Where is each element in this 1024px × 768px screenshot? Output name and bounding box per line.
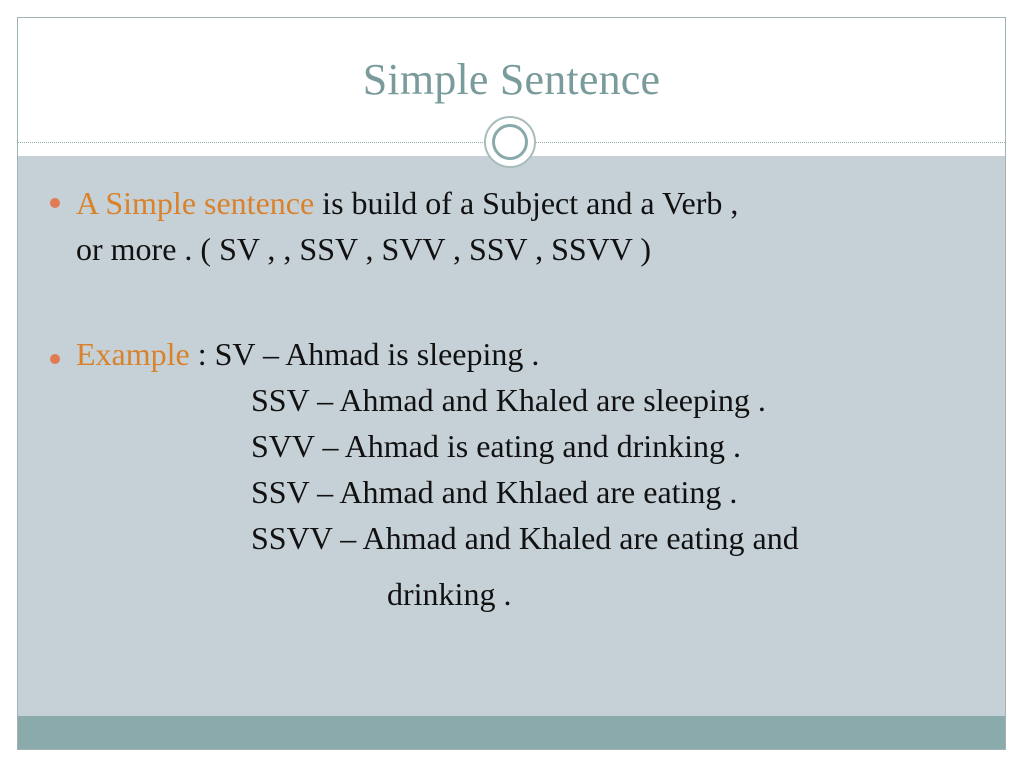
example-line-ssv-2: SSV – Ahmad and Khlaed are eating . [251, 474, 738, 510]
example-highlight: Example [76, 336, 190, 372]
example-line-ssvv-continued: drinking . [387, 576, 512, 612]
example-line-ssv: SSV – Ahmad and Khaled are sleeping . [251, 382, 766, 418]
slide-title: Simple Sentence [362, 55, 661, 104]
bullet-definition [76, 180, 976, 272]
bullet-definition-line2: or more . ( SV , , SSV , SVV , SSV , SSVV ) [76, 231, 651, 267]
definition-text: is build of a Subject and a Verb , [314, 185, 739, 221]
bullet-definition-line1 [76, 180, 976, 226]
example-line-sv [76, 336, 539, 373]
footer-bar [18, 716, 1005, 750]
example-line-svv: SVV – Ahmad is eating and drinking . [251, 428, 742, 464]
circle-ornament-icon [484, 116, 536, 168]
bullet-dot-icon [50, 198, 60, 208]
slide [17, 17, 1006, 750]
circle-ornament-inner [492, 124, 528, 160]
example-text: : SV – Ahmad is sleeping . [189, 336, 540, 372]
definition-highlight: A Simple sentence [76, 185, 315, 221]
example-line-ssvv: SSVV – Ahmad and Khaled are eating and [251, 520, 799, 556]
bullet-dot-icon [50, 354, 60, 364]
